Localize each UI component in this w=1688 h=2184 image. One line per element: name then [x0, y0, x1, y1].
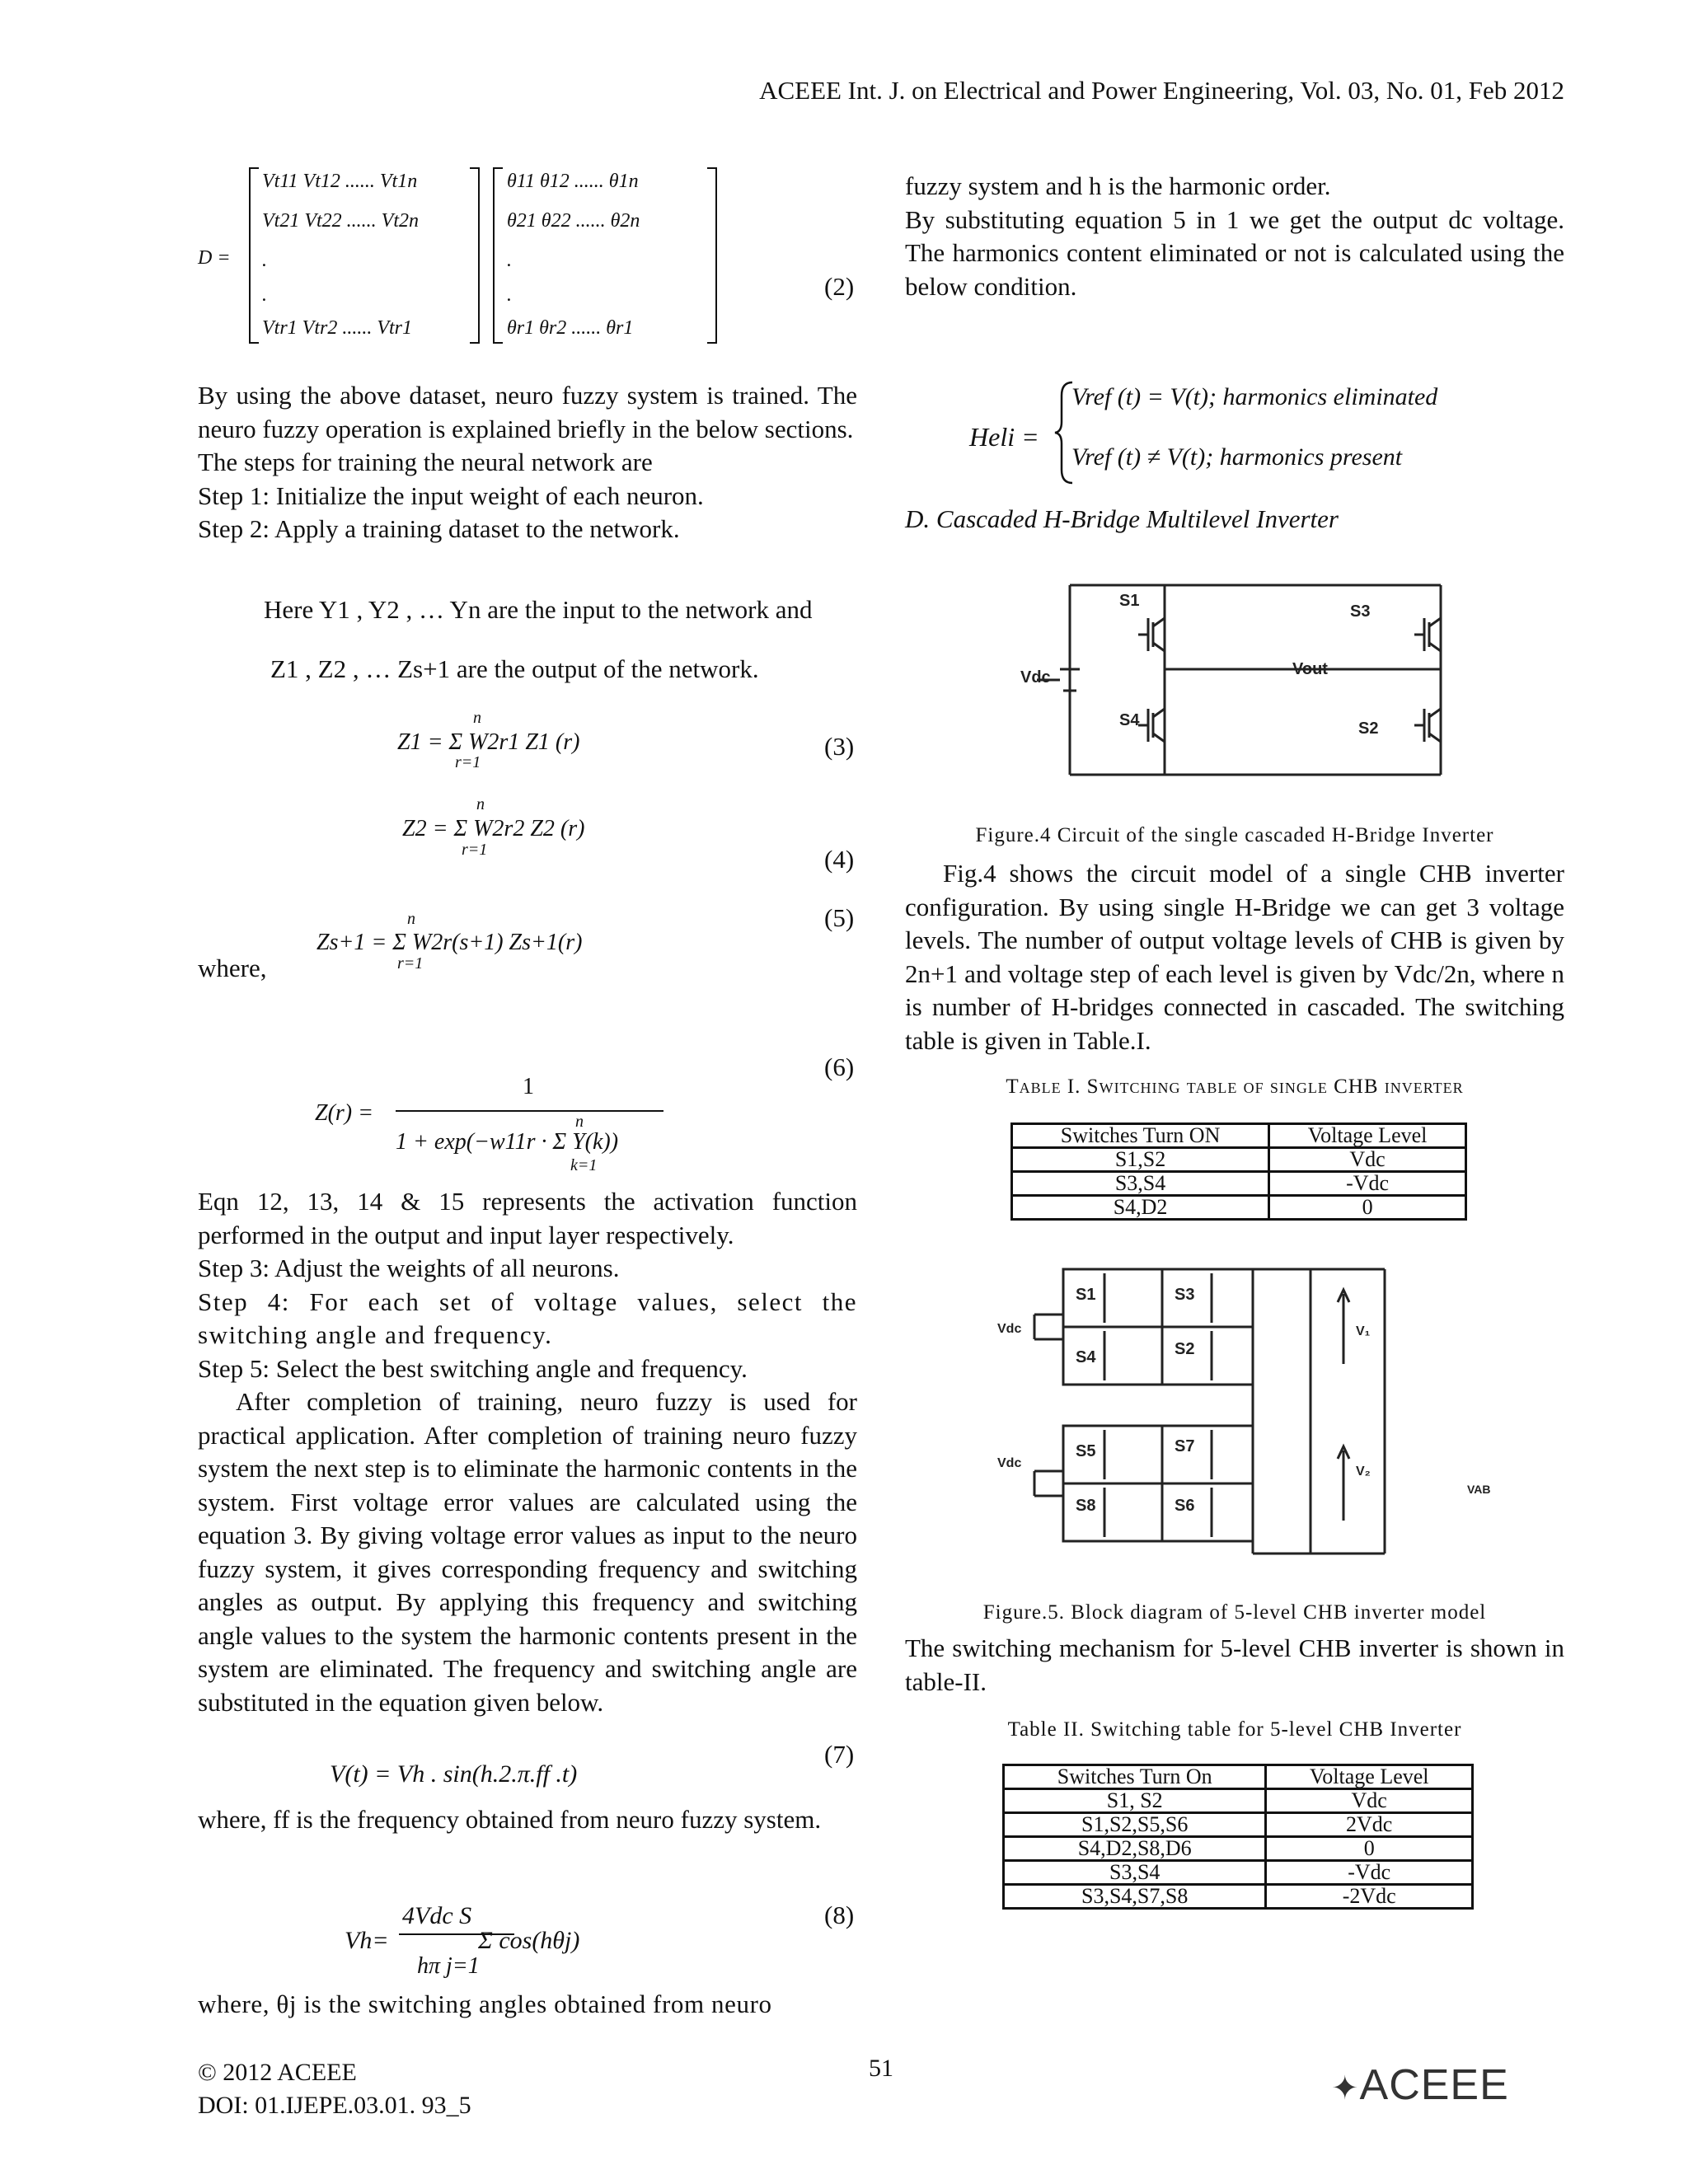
page-number: 51: [869, 2055, 893, 2082]
table-row: [1004, 1813, 1473, 1837]
table-cell: -Vdc: [1269, 1172, 1466, 1196]
table-row: [1012, 1196, 1466, 1220]
heli-lhs: Heli =: [969, 422, 1039, 452]
eq2-row-b2: θ21 θ22 ...... θ2n: [507, 210, 640, 232]
table-cell: S3,S4,S7,S8: [1004, 1885, 1266, 1909]
fig5-label-s2: S2: [1175, 1340, 1195, 1358]
fig4-label-s4: S4: [1119, 711, 1140, 729]
fig5-label-s5: S5: [1076, 1442, 1096, 1460]
paragraph-application: After completion of training, neuro fuzzy is used for practical application. After completion of training neuro fuzzy system the next step is to eliminate the harmonic contents in the system. First voltage error values are calculated using the equation 3. By giving voltage error values as input to the neuro fuzzy system, it gives corresponding frequency and switching angles as output. By applying this frequency and switching angle values to the system the harmonic contents present in the system are eliminated. The frequency and switching angle are substituted in the equation given below.: [198, 1387, 857, 1717]
where-label-1: where,: [198, 954, 267, 982]
fig4-label-s3: S3: [1350, 602, 1371, 621]
table-2-caption: Table II. Switching table for 5-level CHB Inverter: [1007, 1718, 1462, 1741]
eq4-number: (4): [824, 845, 855, 874]
eq6-number: (6): [824, 1052, 855, 1081]
where-label-2: where, ff is the frequency obtained from neuro fuzzy system.: [198, 1805, 822, 1834]
eq8-number: (8): [824, 1900, 855, 1929]
eq2-row-b1: θ11 θ12 ...... θ1n: [507, 171, 639, 192]
table-cell: -2Vdc: [1266, 1885, 1473, 1909]
step-5: Step 5: Select the best switching angle and frequency.: [198, 1353, 748, 1383]
table-row: [1012, 1148, 1466, 1172]
paragraph-activation: Eqn 12, 13, 14 & 15 represents the activation function performed in the output and input layer respectively.: [198, 1187, 857, 1249]
fig4-label-vdc: Vdc: [1020, 668, 1051, 687]
fig4-label-s1: S1: [1119, 592, 1140, 610]
eq2-label: D =: [198, 247, 231, 269]
equation-4: Z2 = Σ W2r2 Z2 (r): [402, 816, 585, 841]
eq2-number: (2): [824, 272, 855, 301]
table-row: [1004, 1837, 1473, 1861]
logo-text: ACEEE: [1359, 2061, 1509, 2109]
table-cell: 0: [1269, 1196, 1466, 1220]
heli-case-2: Vref (t) ≠ V(t); harmonics present: [1071, 443, 1403, 471]
eq8-rhs: Σ cos(hθj): [478, 1927, 580, 1954]
footer-doi: DOI: 01.IJEPE.03.01. 93_5: [198, 2092, 471, 2119]
table-cell: S3,S4: [1004, 1861, 1266, 1885]
aceee-logo: [1331, 2060, 1509, 2110]
step-2: Step 2: Apply a training dataset to the network.: [198, 514, 680, 543]
paragraph-fig4: Fig.4 shows the circuit model of a single CHB inverter configuration. By using single H-Bridge we can get 3 voltage levels. The number of output voltage levels of CHB is given by 2n+1 and voltage step of each level is given by Vdc/2n, where n is number of H-bridges connected in cascaded. The switching table is given in Table.I.: [905, 859, 1564, 1055]
table-cell: S4,D2: [1012, 1196, 1269, 1220]
table-cell: S1,S2: [1012, 1148, 1269, 1172]
table-1: [1010, 1122, 1467, 1221]
eq8-denominator: hπ j=1: [417, 1953, 480, 1979]
fig5-label-vdc1: Vdc: [997, 1322, 1022, 1336]
eq2-row-a5: Vtr1 Vtr2 ...... Vtr1: [262, 317, 413, 339]
fig5-label-vab: VAB: [1467, 1483, 1491, 1496]
fig5-label-s3: S3: [1175, 1286, 1195, 1304]
table-header: Switches Turn On: [1004, 1765, 1266, 1789]
table-row: [1012, 1172, 1466, 1196]
table-cell: S1,S2,S5,S6: [1004, 1813, 1266, 1837]
eq2-row-a4: .: [262, 284, 267, 306]
eq2-row-a3: .: [262, 250, 267, 271]
eq2-row-b3: .: [507, 250, 512, 271]
table-cell: Vdc: [1269, 1148, 1466, 1172]
table-cell: S3,S4: [1012, 1172, 1269, 1196]
equation-3: Z1 = Σ W2r1 Z1 (r): [397, 729, 580, 755]
table-cell: Vdc: [1266, 1789, 1473, 1813]
step-3: Step 3: Adjust the weights of all neurons.: [198, 1254, 620, 1282]
table-cell: -Vdc: [1266, 1861, 1473, 1885]
equation-5: Zs+1 = Σ W2r(s+1) Zs+1(r): [316, 930, 583, 955]
fig4-label-vout: Vout: [1292, 660, 1328, 678]
table-header: Voltage Level: [1269, 1124, 1466, 1148]
table-header: Switches Turn ON: [1012, 1124, 1269, 1148]
table-1-caption: Table I. Switching table of single CHB inverter: [1006, 1076, 1464, 1098]
eq6-denominator: 1 + exp(−w11r · Σ Y(k)): [396, 1129, 619, 1155]
fig5-label-s6: S6: [1175, 1497, 1195, 1515]
table-row: [1004, 1885, 1473, 1909]
section-heading-d: D. Cascaded H-Bridge Multilevel Inverter: [905, 504, 1339, 533]
fig5-label-v1: V₁: [1356, 1324, 1371, 1338]
eq8-numerator: 4Vdc S: [402, 1902, 472, 1929]
paragraph-substitute: By substituting equation 5 in 1 we get the output dc voltage. The harmonics content eliminated or not is calculated using the below condition.: [905, 204, 1564, 301]
star-icon: ✦: [1331, 2070, 1360, 2107]
inputs-line: Here Y1 , Y2 , … Yn are the input to the network and: [264, 595, 813, 624]
paragraph-training: By using the above dataset, neuro fuzzy system is trained. The neuro fuzzy operation is explained briefly in the below sections.: [198, 381, 857, 443]
fig5-label-s7: S7: [1175, 1437, 1195, 1455]
table-cell: S4,D2,S8,D6: [1004, 1837, 1266, 1861]
figure-4-circuit: [1020, 569, 1482, 791]
table-cell: S1, S2: [1004, 1789, 1266, 1813]
fig5-label-s4: S4: [1076, 1348, 1096, 1366]
eq2-row-a2: Vt21 Vt22 ...... Vt2n: [262, 210, 419, 232]
eq6-lhs: Z(r) =: [315, 1100, 374, 1126]
eq7-number: (7): [824, 1740, 855, 1769]
figure-5-caption: Figure.5. Block diagram of 5-level CHB inverter model: [982, 1601, 1487, 1624]
heli-case-1: Vref (t) = V(t); harmonics eliminated: [1071, 383, 1438, 410]
where-label-3: where, θj is the switching angles obtained from neuro: [198, 1990, 772, 2018]
eq6-numerator: 1: [523, 1074, 534, 1099]
table-row: [1004, 1861, 1473, 1885]
paragraph-fuzzy: fuzzy system and h is the harmonic order.: [905, 171, 1331, 200]
journal-header: ACEEE Int. J. on Electrical and Power Engineering, Vol. 03, No. 01, Feb 2012: [759, 76, 1564, 105]
table-cell: 2Vdc: [1266, 1813, 1473, 1837]
figure-5-block-diagram: [997, 1257, 1525, 1570]
eq2-row-a1: Vt11 Vt12 ...... Vt1n: [262, 171, 418, 192]
fig5-label-v2: V₂: [1356, 1465, 1371, 1479]
step-1: Step 1: Initialize the input weight of each neuron.: [198, 480, 704, 510]
eq8-lhs: Vh=: [345, 1927, 389, 1954]
paragraph-steps-intro: The steps for training the neural network are: [198, 448, 653, 476]
equation-2: [198, 161, 857, 350]
fig5-label-s8: S8: [1076, 1497, 1096, 1515]
fig5-label-vdc2: Vdc: [997, 1456, 1022, 1470]
figure-4-caption: Figure.4 Circuit of the single cascaded H-Bridge Inverter: [975, 824, 1494, 846]
equation-7: V(t) = Vh . sin(h.2.π.ff .t): [330, 1760, 578, 1788]
footer-copyright: © 2012 ACEEE: [198, 2059, 357, 2086]
table-row: [1004, 1789, 1473, 1813]
table-row: [1004, 1765, 1473, 1789]
outputs-line: Z1 , Z2 , … Zs+1 are the output of the network.: [270, 654, 759, 683]
table-cell: 0: [1266, 1837, 1473, 1861]
eq2-row-b5: θr1 θr2 ...... θr1: [507, 317, 634, 339]
eq3-number: (3): [824, 732, 855, 761]
eq2-row-b4: .: [507, 284, 512, 306]
table-2: [1002, 1764, 1474, 1910]
eq5-number: (5): [824, 903, 855, 932]
fig5-label-s1: S1: [1076, 1286, 1096, 1304]
fig4-label-s2: S2: [1358, 719, 1379, 738]
paragraph-switching: The switching mechanism for 5-level CHB inverter is shown in table-II.: [905, 1633, 1564, 1696]
step-4: Step 4: For each set of voltage values, select the switching angle and frequency.: [198, 1286, 857, 1349]
table-header: Voltage Level: [1266, 1765, 1473, 1789]
table-row: [1012, 1124, 1466, 1148]
